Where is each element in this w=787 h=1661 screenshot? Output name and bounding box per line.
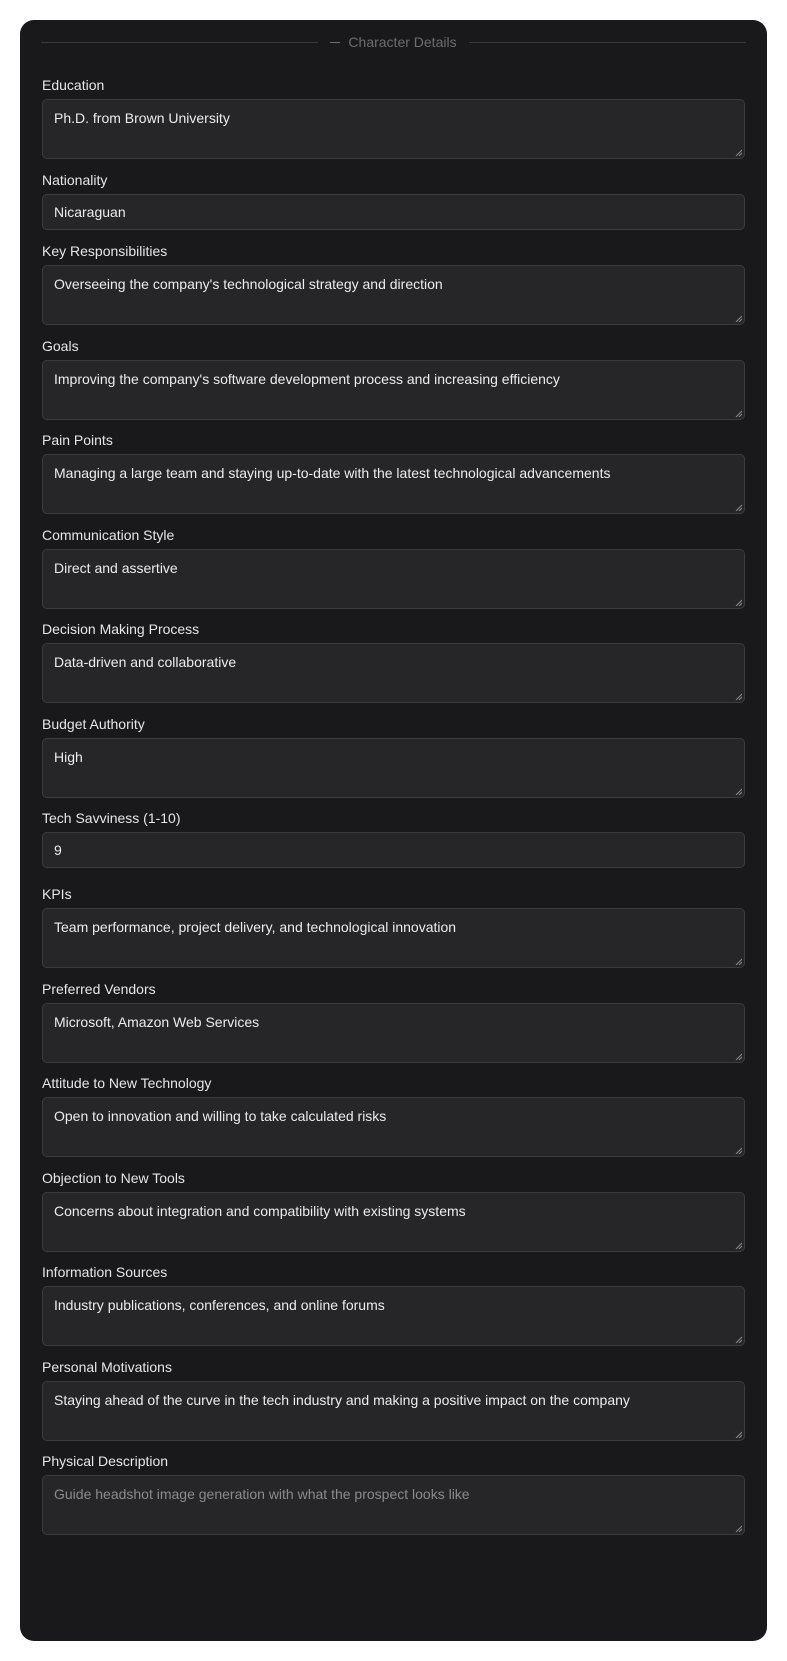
field-education bbox=[42, 76, 745, 159]
dash-icon bbox=[330, 42, 340, 43]
field-value: Direct and assertive bbox=[54, 560, 178, 576]
field-label: Preferred Vendors bbox=[42, 981, 156, 997]
preferred-vendors-textarea[interactable] bbox=[42, 1003, 745, 1063]
resize-grip-icon[interactable] bbox=[735, 1336, 742, 1343]
field-value: Data-driven and collaborative bbox=[54, 654, 237, 670]
communication-style-textarea[interactable] bbox=[42, 549, 745, 609]
field-personal-motivations bbox=[42, 1358, 745, 1441]
field-label: Physical Description bbox=[42, 1453, 169, 1469]
resize-grip-icon[interactable] bbox=[735, 149, 742, 156]
field-value: High bbox=[54, 749, 83, 765]
resize-grip-icon[interactable] bbox=[735, 958, 742, 965]
field-preferred-vendors bbox=[42, 980, 745, 1063]
field-value: Nicaraguan bbox=[54, 204, 126, 220]
field-nationality bbox=[42, 171, 745, 230]
section-header bbox=[41, 20, 746, 64]
field-value: Improving the company's software development process and increasing efficiency bbox=[54, 371, 560, 387]
resize-grip-icon[interactable] bbox=[735, 504, 742, 511]
resize-grip-icon[interactable] bbox=[735, 693, 742, 700]
resize-grip-icon[interactable] bbox=[735, 788, 742, 795]
field-value: Team performance, project delivery, and technological innovation bbox=[54, 919, 457, 935]
resize-grip-icon[interactable] bbox=[735, 315, 742, 322]
section-title: Character Details bbox=[348, 34, 457, 50]
field-label: Pain Points bbox=[42, 432, 113, 448]
field-label: Nationality bbox=[42, 172, 108, 188]
field-placeholder: Guide headshot image generation with what the prospect looks like bbox=[54, 1486, 470, 1502]
nationality-input[interactable] bbox=[42, 194, 745, 230]
field-label: Education bbox=[42, 77, 105, 93]
field-information-sources bbox=[42, 1263, 745, 1346]
decision-making-process-textarea[interactable] bbox=[42, 643, 745, 703]
resize-grip-icon[interactable] bbox=[735, 1147, 742, 1154]
field-label: Personal Motivations bbox=[42, 1359, 172, 1375]
field-label: Objection to New Tools bbox=[42, 1170, 185, 1186]
resize-grip-icon[interactable] bbox=[735, 1053, 742, 1060]
field-physical-description bbox=[42, 1452, 745, 1535]
field-label: Goals bbox=[42, 338, 79, 354]
section-title-wrap bbox=[318, 34, 468, 50]
divider-left bbox=[41, 42, 318, 43]
resize-grip-icon[interactable] bbox=[735, 1431, 742, 1438]
field-value: Open to innovation and willing to take calculated risks bbox=[54, 1108, 387, 1124]
field-tech-savviness bbox=[42, 809, 745, 868]
objection-to-new-tools-textarea[interactable] bbox=[42, 1192, 745, 1252]
personal-motivations-textarea[interactable] bbox=[42, 1381, 745, 1441]
divider-right bbox=[469, 42, 746, 43]
goals-textarea[interactable] bbox=[42, 360, 745, 420]
education-textarea[interactable] bbox=[42, 99, 745, 159]
kpis-textarea[interactable] bbox=[42, 908, 745, 968]
resize-grip-icon[interactable] bbox=[735, 1525, 742, 1532]
resize-grip-icon[interactable] bbox=[735, 1242, 742, 1249]
field-attitude-to-new-technology bbox=[42, 1074, 745, 1157]
field-value: Concerns about integration and compatibility with existing systems bbox=[54, 1203, 466, 1219]
budget-authority-textarea[interactable] bbox=[42, 738, 745, 798]
physical-description-textarea[interactable] bbox=[42, 1475, 745, 1535]
resize-grip-icon[interactable] bbox=[735, 410, 742, 417]
key-responsibilities-textarea[interactable] bbox=[42, 265, 745, 325]
field-kpis bbox=[42, 885, 745, 968]
field-objection-to-new-tools bbox=[42, 1169, 745, 1252]
pain-points-textarea[interactable] bbox=[42, 454, 745, 514]
field-value: Industry publications, conferences, and online forums bbox=[54, 1297, 385, 1313]
field-value: Staying ahead of the curve in the tech industry and making a positive impact on the company bbox=[54, 1392, 630, 1408]
field-value: 9 bbox=[54, 842, 62, 858]
tech-savviness-input[interactable] bbox=[42, 832, 745, 868]
field-value: Overseeing the company's technological strategy and direction bbox=[54, 276, 443, 292]
field-label: Attitude to New Technology bbox=[42, 1075, 212, 1091]
field-label: Budget Authority bbox=[42, 716, 145, 732]
field-label: Key Responsibilities bbox=[42, 243, 168, 259]
information-sources-textarea[interactable] bbox=[42, 1286, 745, 1346]
field-value: Ph.D. from Brown University bbox=[54, 110, 230, 126]
field-value: Microsoft, Amazon Web Services bbox=[54, 1014, 260, 1030]
field-label: Decision Making Process bbox=[42, 621, 200, 637]
field-pain-points bbox=[42, 431, 745, 514]
attitude-to-new-technology-textarea[interactable] bbox=[42, 1097, 745, 1157]
field-key-responsibilities bbox=[42, 242, 745, 325]
field-communication-style bbox=[42, 526, 745, 609]
field-label: Communication Style bbox=[42, 527, 175, 543]
field-budget-authority bbox=[42, 715, 745, 798]
character-details-panel bbox=[20, 20, 767, 1641]
field-label: KPIs bbox=[42, 886, 72, 902]
field-decision-making-process bbox=[42, 620, 745, 703]
field-label: Tech Savviness (1-10) bbox=[42, 810, 181, 826]
field-value: Managing a large team and staying up-to-date with the latest technological advancements bbox=[54, 465, 611, 481]
resize-grip-icon[interactable] bbox=[735, 599, 742, 606]
field-label: Information Sources bbox=[42, 1264, 168, 1280]
field-goals bbox=[42, 337, 745, 420]
